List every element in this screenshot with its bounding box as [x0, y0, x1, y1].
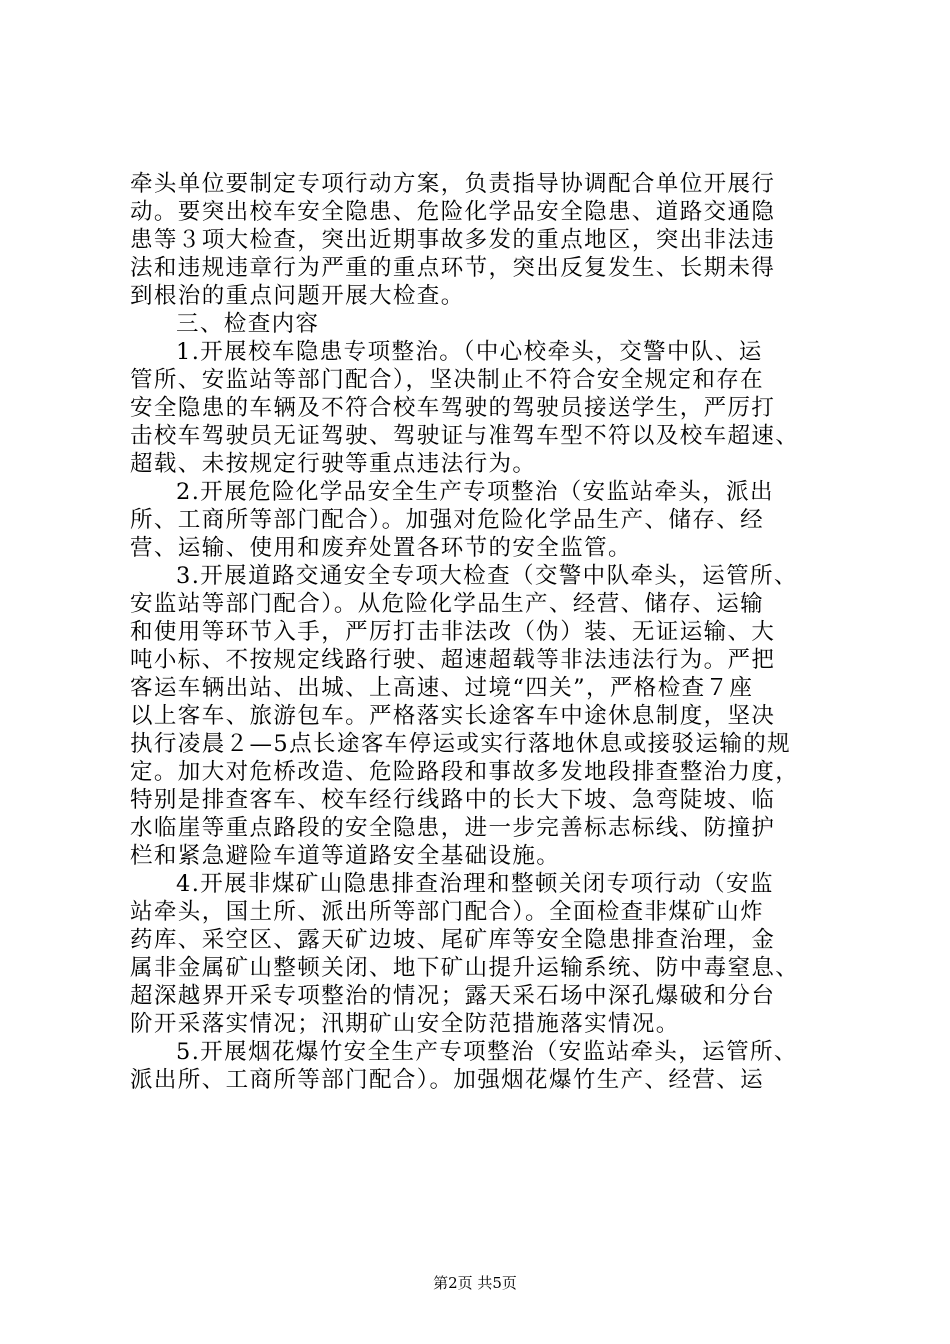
text-line: 牵头单位要制定专项行动方案，负责指导协调配合单位开展行: [130, 171, 776, 197]
text-line: 法和违规违章行为严重的重点环节，突出反复发生、长期未得: [130, 255, 776, 281]
text-line: 客运车辆出站、出城、上高速、过境“四关”，严格检查７座: [130, 675, 754, 701]
text-line: 4.开展非煤矿山隐患排查治理和整顿关闭专项行动（安监: [176, 871, 774, 897]
text-line: 定。加大对危桥改造、危险路段和事故多发地段排查整治力度，: [130, 759, 800, 785]
text-line: 患等３项大检查，突出近期事故多发的重点地区，突出非法违: [130, 227, 776, 253]
text-line: 特别是排查客车、校车经行线路中的长大下坡、急弯陡坡、临: [130, 787, 776, 813]
text-line: 属非金属矿山整顿关闭、地下矿山提升运输系统、防中毒窒息、: [130, 955, 800, 981]
text-line: 栏和紧急避险车道等道路安全基础设施。: [130, 843, 561, 869]
text-line: 管所、安监站等部门配合），坚决制止不符合安全规定和存在: [130, 367, 765, 393]
text-line: 安监站等部门配合）。从危险化学品生产、经营、储存、运输: [130, 591, 765, 617]
text-line: 5.开展烟花爆竹安全生产专项整治（安监站牵头，运管所、: [176, 1039, 798, 1065]
text-line: 1.开展校车隐患专项整治。（中心校牵头，交警中队、运: [176, 339, 763, 365]
text-line: 超载、未按规定行驶等重点违法行为。: [130, 451, 537, 477]
text-line: 站牵头，国土所、派出所等部门配合）。全面检查非煤矿山炸: [130, 899, 765, 925]
page-footer: 第2页 共5页: [433, 1274, 517, 1292]
text-line: 超深越界开采专项整治的情况；露天采石场中深孔爆破和分台: [130, 983, 776, 1009]
text-line: 营、运输、使用和废弃处置各环节的安全监管。: [130, 535, 632, 561]
text-line: 派出所、工商所等部门配合）。加强烟花爆竹生产、经营、运: [130, 1067, 765, 1093]
text-line: 到根治的重点问题开展大检查。: [130, 283, 465, 309]
text-line: 和使用等环节入手，严厉打击非法改（伪）装、无证运输、大: [130, 619, 776, 645]
text-line: 水临崖等重点路段的安全隐患，进一步完善标志标线、防撞护: [130, 815, 776, 841]
text-line: 所、工商所等部门配合）。加强对危险化学品生产、储存、经: [130, 507, 765, 533]
text-line: 以上客车、旅游包车。严格落实长途客车中途休息制度，坚决: [130, 703, 776, 729]
text-line: 吨小标、不按规定线路行驶、超速超载等非法违法行为。严把: [130, 647, 776, 673]
text-line: 击校车驾驶员无证驾驶、驾驶证与准驾车型不符以及校车超速、: [130, 423, 800, 449]
text-line: 动。要突出校车安全隐患、危险化学品安全隐患、道路交通隐: [130, 199, 776, 225]
text-line: 2.开展危险化学品安全生产专项整治（安监站牵头，派出: [176, 479, 774, 505]
text-line: 安全隐患的车辆及不符合校车驾驶的驾驶员接送学生，严厉打: [130, 395, 776, 421]
text-line: 执行凌晨２—5点长途客车停运或实行落地休息或接驳运输的规: [130, 731, 792, 757]
document-body: [130, 170, 830, 1094]
text-line: 3.开展道路交通安全专项大检查（交警中队牵头，运管所、: [176, 563, 798, 589]
text-line: 阶开采落实情况；汛期矿山安全防范措施落实情况。: [130, 1011, 680, 1037]
text-line: 药库、采空区、露天矿边坡、尾矿库等安全隐患排查治理，金: [130, 927, 776, 953]
section-heading: 三、检查内容: [176, 311, 320, 337]
